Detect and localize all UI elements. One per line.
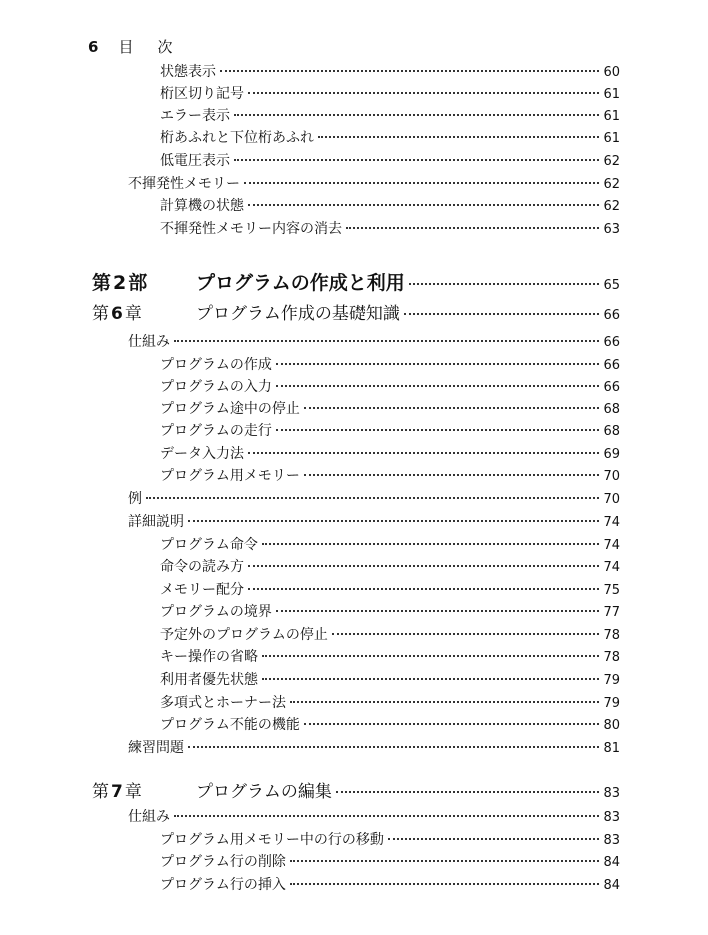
dot-leader [290,700,599,703]
chapter-num: 6 [111,304,123,324]
toc-entry-row [160,853,620,872]
dot-leader [304,406,600,409]
toc-entry-title: プログラム用メモリー [160,468,300,484]
toc-page-number: 70 [603,469,620,484]
dot-leader [332,632,600,635]
dot-leader [188,745,599,748]
toc-entry-title: プログラムの編集 [196,782,332,802]
toc-page-number: 62 [603,177,620,192]
dot-leader [304,722,600,725]
toc-page-number: 77 [603,605,620,620]
toc-entry-row [160,152,620,171]
dot-leader [290,882,600,885]
toc-entry-title: プログラム作成の基礎知識 [196,304,400,324]
toc-entry-title: 多項式とホーナー法 [160,695,286,711]
toc-entry-row [160,197,620,216]
toc-entry-title: プログラムの走行 [160,423,272,439]
toc-entry-title: プログラムの作成 [160,357,272,373]
toc-entry-title: メモリー配分 [160,582,244,598]
toc-entry-row [160,648,620,667]
toc-entry-row [160,85,620,104]
dot-leader [220,69,599,72]
dot-leader [262,654,599,657]
part-num: 2 [113,272,127,294]
toc-entry-title: 桁あふれと下位桁あふれ [160,130,314,146]
dot-leader [234,113,599,116]
toc-entry-title: 不揮発性メモリー [128,176,240,192]
toc-entry-row [128,175,620,194]
toc-entry-title: プログラム不能の機能 [160,717,300,733]
toc-entry-title: プログラム命令 [160,537,258,553]
toc-entry-row [160,129,620,148]
toc-entry-row [160,378,620,397]
toc-entry-title: データ入力法 [160,446,244,462]
dot-leader [304,473,600,476]
toc-entry-row [160,445,620,464]
toc-entry-row [128,333,620,352]
toc-entry-row [160,831,620,850]
toc-entry-title: プログラムの入力 [160,379,272,395]
toc-entry-row [160,422,620,441]
toc-entry-row [160,467,620,486]
toc-entry-title: 予定外のプログラムの停止 [160,627,328,643]
toc-chapter-row [92,305,620,325]
chapter-prefix: 第 [92,304,109,324]
toc-page-number: 74 [603,515,620,530]
toc-page-number: 60 [603,65,620,80]
toc-entry-title: 練習問題 [128,740,184,756]
toc-entry-title: プログラム途中の停止 [160,401,300,417]
toc-entry-title: 命令の読み方 [160,559,244,575]
chapter-suffix: 章 [124,782,142,802]
dot-leader [174,339,599,342]
toc-page-number: 84 [603,878,620,893]
toc-page-number: 62 [603,199,620,214]
toc-page-number: 80 [603,718,620,733]
toc-entry-title: プログラムの境界 [160,604,272,620]
toc-entry-title: 例 [128,491,142,507]
toc-page-number: 83 [603,786,620,801]
dot-leader [174,814,599,817]
toc-page-number: 79 [603,673,620,688]
toc-entry-row [160,558,620,577]
toc-page-number: 61 [603,131,620,146]
toc-entry-title: 仕組み [128,809,170,825]
toc-page-number: 74 [603,560,620,575]
toc-entry-title: 桁区切り記号 [160,86,244,102]
chapter-number [92,783,196,801]
toc-page-number: 62 [603,154,620,169]
toc-page-number: 75 [603,583,620,598]
dot-leader [276,362,600,365]
dot-leader [276,428,600,431]
toc-entry-title: エラー表示 [160,108,230,124]
dot-leader [290,859,600,862]
toc-page-number: 81 [603,741,620,756]
toc-entry-title: 仕組み [128,334,170,350]
part-prefix: 第 [92,272,112,294]
dot-leader [346,226,599,229]
toc-entry-row [160,581,620,600]
toc-entry-row [160,536,620,555]
header-label: 目次 [118,38,197,56]
dot-leader [276,609,600,612]
dot-leader [188,519,599,522]
dot-leader [248,587,599,590]
toc-entry-title: プログラム行の挿入 [160,877,286,893]
toc-entry-title: プログラム行の削除 [160,854,286,870]
toc-page-number: 68 [603,424,620,439]
toc-entry-title: 計算機の状態 [160,198,244,214]
toc-entry-row [160,626,620,645]
toc-page-number: 66 [603,358,620,373]
toc-page-number: 70 [603,492,620,507]
toc-page-number: 66 [603,335,620,350]
toc-page-number: 78 [603,650,620,665]
toc-entry-row [160,220,620,239]
chapter-num: 7 [111,782,123,802]
toc-page-number: 84 [603,855,620,870]
toc-page-number: 83 [603,810,620,825]
dot-leader [276,384,600,387]
toc-entry-title: プログラムの作成と利用 [196,272,405,294]
toc-page-number: 83 [603,833,620,848]
dot-leader [244,181,599,184]
toc-entry-row [160,603,620,622]
toc-entry-row [160,694,620,713]
toc-entry-row [128,490,620,509]
dot-leader [262,677,599,680]
toc-entry-title: プログラム用メモリー中の行の移動 [160,832,384,848]
part-number [92,274,196,292]
toc-entry-title: 不揮発性メモリー内容の消去 [160,221,342,237]
toc-page-number: 79 [603,696,620,711]
toc-entry-row [160,400,620,419]
toc-entry-title: 利用者優先状態 [160,672,258,688]
dot-leader [248,564,599,567]
toc-page-number: 68 [603,402,620,417]
toc-entry-row [160,671,620,690]
dot-leader [248,203,599,206]
toc-page-number: 66 [603,380,620,395]
toc-entry-row [128,808,620,827]
chapter-prefix: 第 [92,782,109,802]
dot-leader [234,158,599,161]
toc-part-row [92,274,620,295]
toc-entry-row [160,63,620,82]
toc-page-number: 61 [603,109,620,124]
toc-page-number: 66 [603,308,620,323]
toc-entry-row [160,356,620,375]
toc-page-number: 65 [603,278,620,293]
dot-leader [262,542,600,545]
chapter-suffix: 章 [124,304,142,324]
dot-leader [146,496,599,499]
toc-entry-row [160,716,620,735]
dot-leader [404,312,600,315]
dot-leader [318,135,599,138]
part-suffix: 部 [128,272,148,294]
toc-page-number: 69 [603,447,620,462]
toc-entry-row [160,107,620,126]
toc-page-number: 61 [603,87,620,102]
toc-page-number: 78 [603,628,620,643]
chapter-number [92,305,196,323]
dot-leader [248,91,599,94]
toc-entry-title: 低電圧表示 [160,153,230,169]
toc-entry-row [160,876,620,895]
dot-leader [336,790,600,793]
page-number: 6 [88,38,99,56]
toc-page-number: 63 [603,222,620,237]
toc-entry-row [128,513,620,532]
toc-entry-title: キー操作の省略 [160,649,258,665]
toc-entry-title: 詳細説明 [128,514,184,530]
toc-page-number: 74 [603,538,620,553]
dot-leader [409,282,600,285]
toc-chapter-row [92,783,620,803]
toc-entry-row [128,739,620,758]
dot-leader [248,451,599,454]
dot-leader [388,837,600,840]
toc-entry-title: 状態表示 [160,64,216,80]
